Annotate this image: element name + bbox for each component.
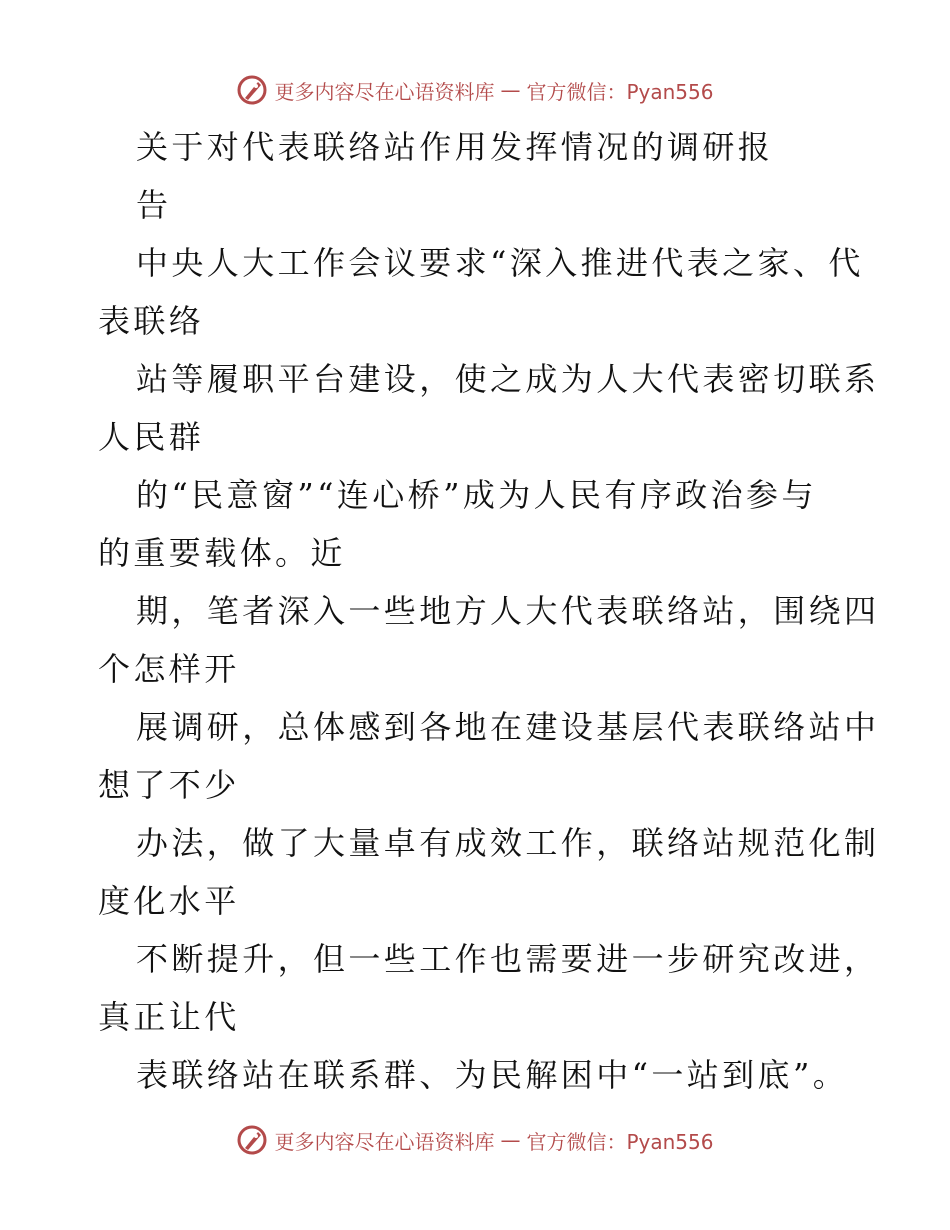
text-line: 告 bbox=[136, 186, 172, 224]
text-line: 个怎样开 bbox=[98, 650, 240, 688]
text-line: 人民群 bbox=[98, 418, 205, 456]
text-line: 展调研，总体感到各地在建设基层代表联络站中 bbox=[136, 708, 880, 746]
document-body bbox=[98, 118, 880, 1104]
footer-watermark bbox=[0, 1120, 950, 1160]
watermark-contact: 官方微信：Pyan556 bbox=[526, 79, 714, 104]
text-line: 的重要载体。近 bbox=[98, 534, 346, 572]
text-line: 真正让代 bbox=[98, 998, 240, 1036]
header-watermark bbox=[0, 70, 950, 110]
watermark-contact: 官方微信：Pyan556 bbox=[526, 1129, 714, 1154]
text-line: 期，笔者深入一些地方人大代表联络站，围绕四 bbox=[136, 592, 880, 630]
watermark-dash: — bbox=[500, 1128, 521, 1152]
watermark-text: 更多内容尽在心语资料库 bbox=[274, 79, 495, 104]
text-line: 度化水平 bbox=[98, 882, 240, 920]
pen-logo-icon bbox=[236, 1124, 268, 1156]
text-line: 想了不少 bbox=[98, 766, 240, 804]
pen-logo-icon bbox=[236, 74, 268, 106]
text-line: 不断提升，但一些工作也需要进一步研究改进， bbox=[136, 940, 880, 978]
watermark-dash: — bbox=[500, 78, 521, 102]
text-line: 表联络站在联系群、为民解困中“一站到底”。 bbox=[136, 1056, 849, 1094]
text-line: 中央人大工作会议要求“深入推进代表之家、代 bbox=[136, 244, 864, 282]
watermark-text: 更多内容尽在心语资料库 bbox=[274, 1129, 495, 1154]
text-line: 的“民意窗”“连心桥”成为人民有序政治参与 bbox=[136, 476, 817, 514]
text-line: 表联络 bbox=[98, 302, 205, 340]
text-line: 办法，做了大量卓有成效工作，联络站规范化制 bbox=[136, 824, 880, 862]
text-line: 关于对代表联络站作用发挥情况的调研报 bbox=[136, 128, 774, 166]
text-line: 站等履职平台建设，使之成为人大代表密切联系 bbox=[136, 360, 880, 398]
